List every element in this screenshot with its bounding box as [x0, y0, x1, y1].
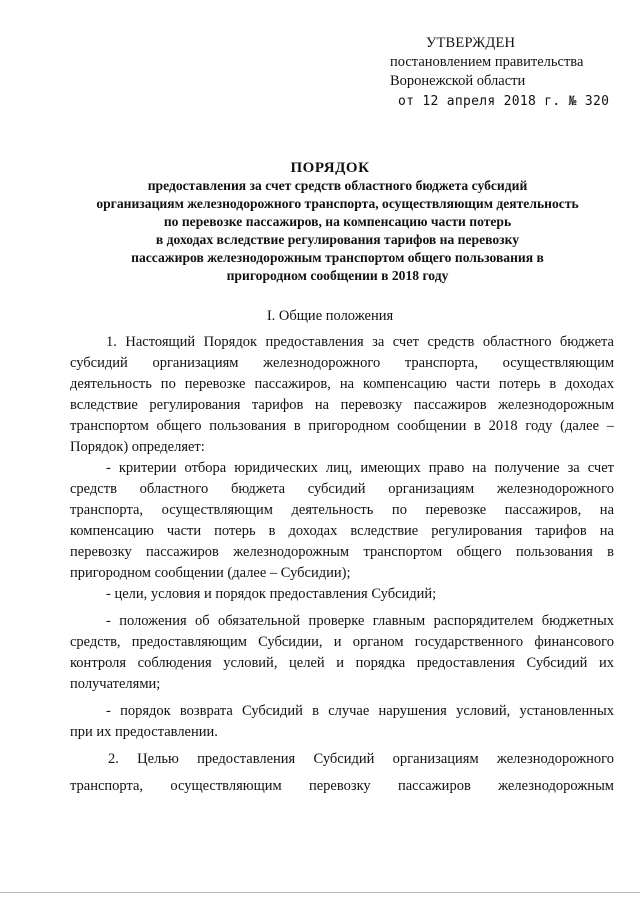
- list-item-line: компенсацию части потерь в доходах вследствие регулирования тарифов на: [70, 523, 614, 539]
- approval-block: [390, 34, 630, 111]
- document-body: [70, 332, 614, 797]
- list-item-line: - критерии отбора юридических лиц, имеющих право на получение за счет: [106, 460, 614, 476]
- paragraph-line: субсидий организациям железнодорожного транспорта, осуществляющим: [70, 355, 614, 371]
- list-item-line: - положения об обязательной проверке главным распорядителем бюджетных: [106, 613, 614, 629]
- subtitle-line: по перевозке пассажиров, на компенсацию части потерь: [163, 214, 512, 229]
- list-item-line: при их предоставлении.: [70, 724, 218, 740]
- paragraph-line: транспорта, осуществляющим перевозку пассажиров железнодорожным: [70, 778, 614, 794]
- document-subtitle: [55, 177, 620, 285]
- approval-title: УТВЕРЖДЕН: [426, 35, 516, 51]
- list-item-line: - порядок возврата Субсидий в случае нарушения условий, установленных: [106, 703, 614, 719]
- list-item-line: средств, предоставляющим Субсидии, и органом государственного финансового: [70, 634, 614, 650]
- subtitle-line: предоставления за счет средств областного бюджета субсидий: [147, 178, 528, 193]
- scan-edge-line: [0, 892, 640, 893]
- paragraph-line: Порядок) определяет:: [70, 439, 205, 455]
- subtitle-line: организациям железнодорожного транспорта, осуществляющим деятельность: [96, 196, 579, 211]
- paragraph-line: транспортом общего пользования в пригородном сообщении в 2018 году (далее –: [70, 418, 614, 434]
- list-item-line: транспорта, осуществляющим деятельность по перевозке пассажиров, на: [70, 502, 614, 518]
- list-item-line: контроля соблюдения условий, целей и порядка предоставления Субсидий их: [70, 655, 614, 671]
- list-item-line: получателями;: [70, 676, 161, 692]
- subtitle-line: в доходах вследствие регулирования тарифов на перевозку: [155, 232, 520, 247]
- approval-line-1: постановлением правительства: [390, 54, 584, 70]
- approval-date-stamp: от 12 апреля 2018 г. № 320: [398, 94, 610, 109]
- paragraph-line: 2. Целью предоставления Субсидий организациям железнодорожного: [108, 751, 614, 767]
- subtitle-line: пассажиров железнодорожным транспортом общего пользования в: [131, 250, 544, 265]
- list-item-line: - цели, условия и порядок предоставления Субсидий;: [106, 586, 437, 602]
- section-heading: I. Общие положения: [266, 308, 394, 324]
- list-item-line: пригородном сообщении (далее – Субсидии);: [70, 565, 351, 581]
- document-title: ПОРЯДОК: [290, 160, 370, 176]
- list-item-line: средств областного бюджета субсидий организациям железнодорожного: [70, 481, 614, 497]
- paragraph-line: деятельность по перевозке пассажиров, на компенсацию части потерь в доходах: [70, 376, 614, 392]
- list-item-line: перевозку пассажиров железнодорожным транспортом общего пользования в: [70, 544, 614, 560]
- paragraph-line: 1. Настоящий Порядок предоставления за счет средств областного бюджета: [106, 334, 614, 350]
- approval-line-2: Воронежской области: [390, 73, 526, 89]
- subtitle-line: пригородном сообщении в 2018 году: [226, 268, 449, 283]
- paragraph-line: вследствие регулирования тарифов на перевозку пассажиров железнодорожным: [70, 397, 614, 413]
